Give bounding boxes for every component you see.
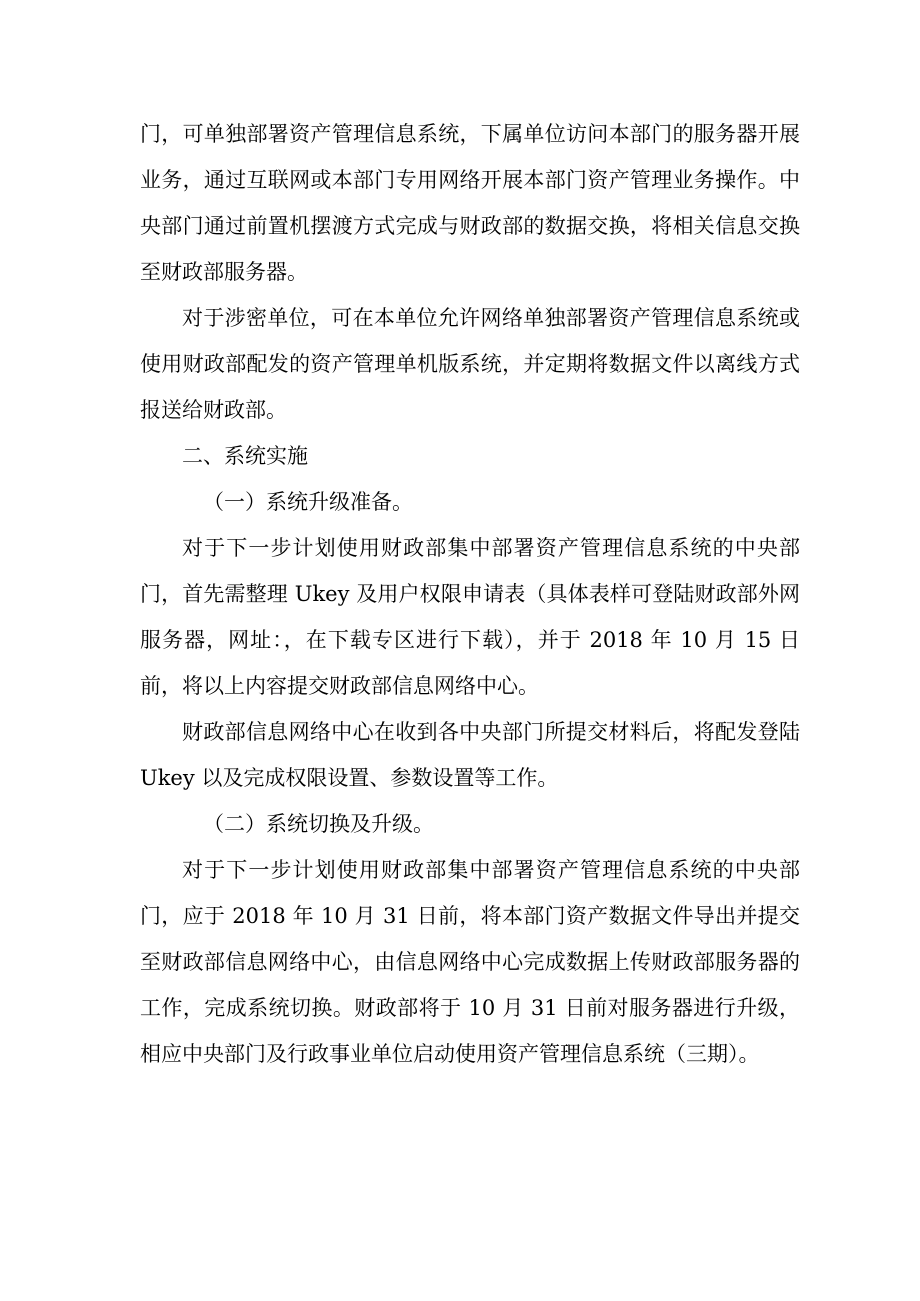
document-body [140, 111, 800, 1077]
paragraph-network-center: 财政部信息网络中心在收到各中央部门所提交材料后，将配发登陆 Ukey 以及完成权限设置、参数设置等工作。 [140, 720, 800, 790]
paragraph-classified-units: 对于涉密单位，可在本单位允许网络单独部署资产管理信息系统或使用财政部配发的资产管理单机版系统，并定期将数据文件以离线方式报送给财政部。 [140, 306, 800, 422]
section-heading: 二、系统实施 [182, 444, 308, 468]
subsection-heading-2: （二）系统切换及升级。 [203, 812, 434, 836]
subsection-heading-1: （一）系统升级准备。 [203, 490, 413, 514]
paragraph-upgrade-preparation: 对于下一步计划使用财政部集中部署资产管理信息系统的中央部门，首先需整理 Ukey 及用户权限申请表（具体表样可登陆财政部外网服务器，网址：，在下载专区进行下载），并于 2018 年 10 月 15 日前，将以上内容提交财政部信息网络中心。 [140, 536, 800, 698]
paragraph-system-switch: 对于下一步计划使用财政部集中部署资产管理信息系统的中央部门，应于 2018 年 10 月 31 日前，将本部门资产数据文件导出并提交至财政部信息网络中心，由信息网络中心完成数据上传财政部服务器的工作，完成系统切换。财政部将于 10 月 31 日前对服务器进行升级，相应中央部门及行政事业单位启动使用资产管理信息系统（三期）。 [140, 858, 800, 1066]
paragraph-continuation: 门，可单独部署资产管理信息系统，下属单位访问本部门的服务器开展业务，通过互联网或本部门专用网络开展本部门资产管理业务操作。中央部门通过前置机摆渡方式完成与财政部的数据交换，将相关信息交换至财政部服务器。 [140, 122, 800, 284]
